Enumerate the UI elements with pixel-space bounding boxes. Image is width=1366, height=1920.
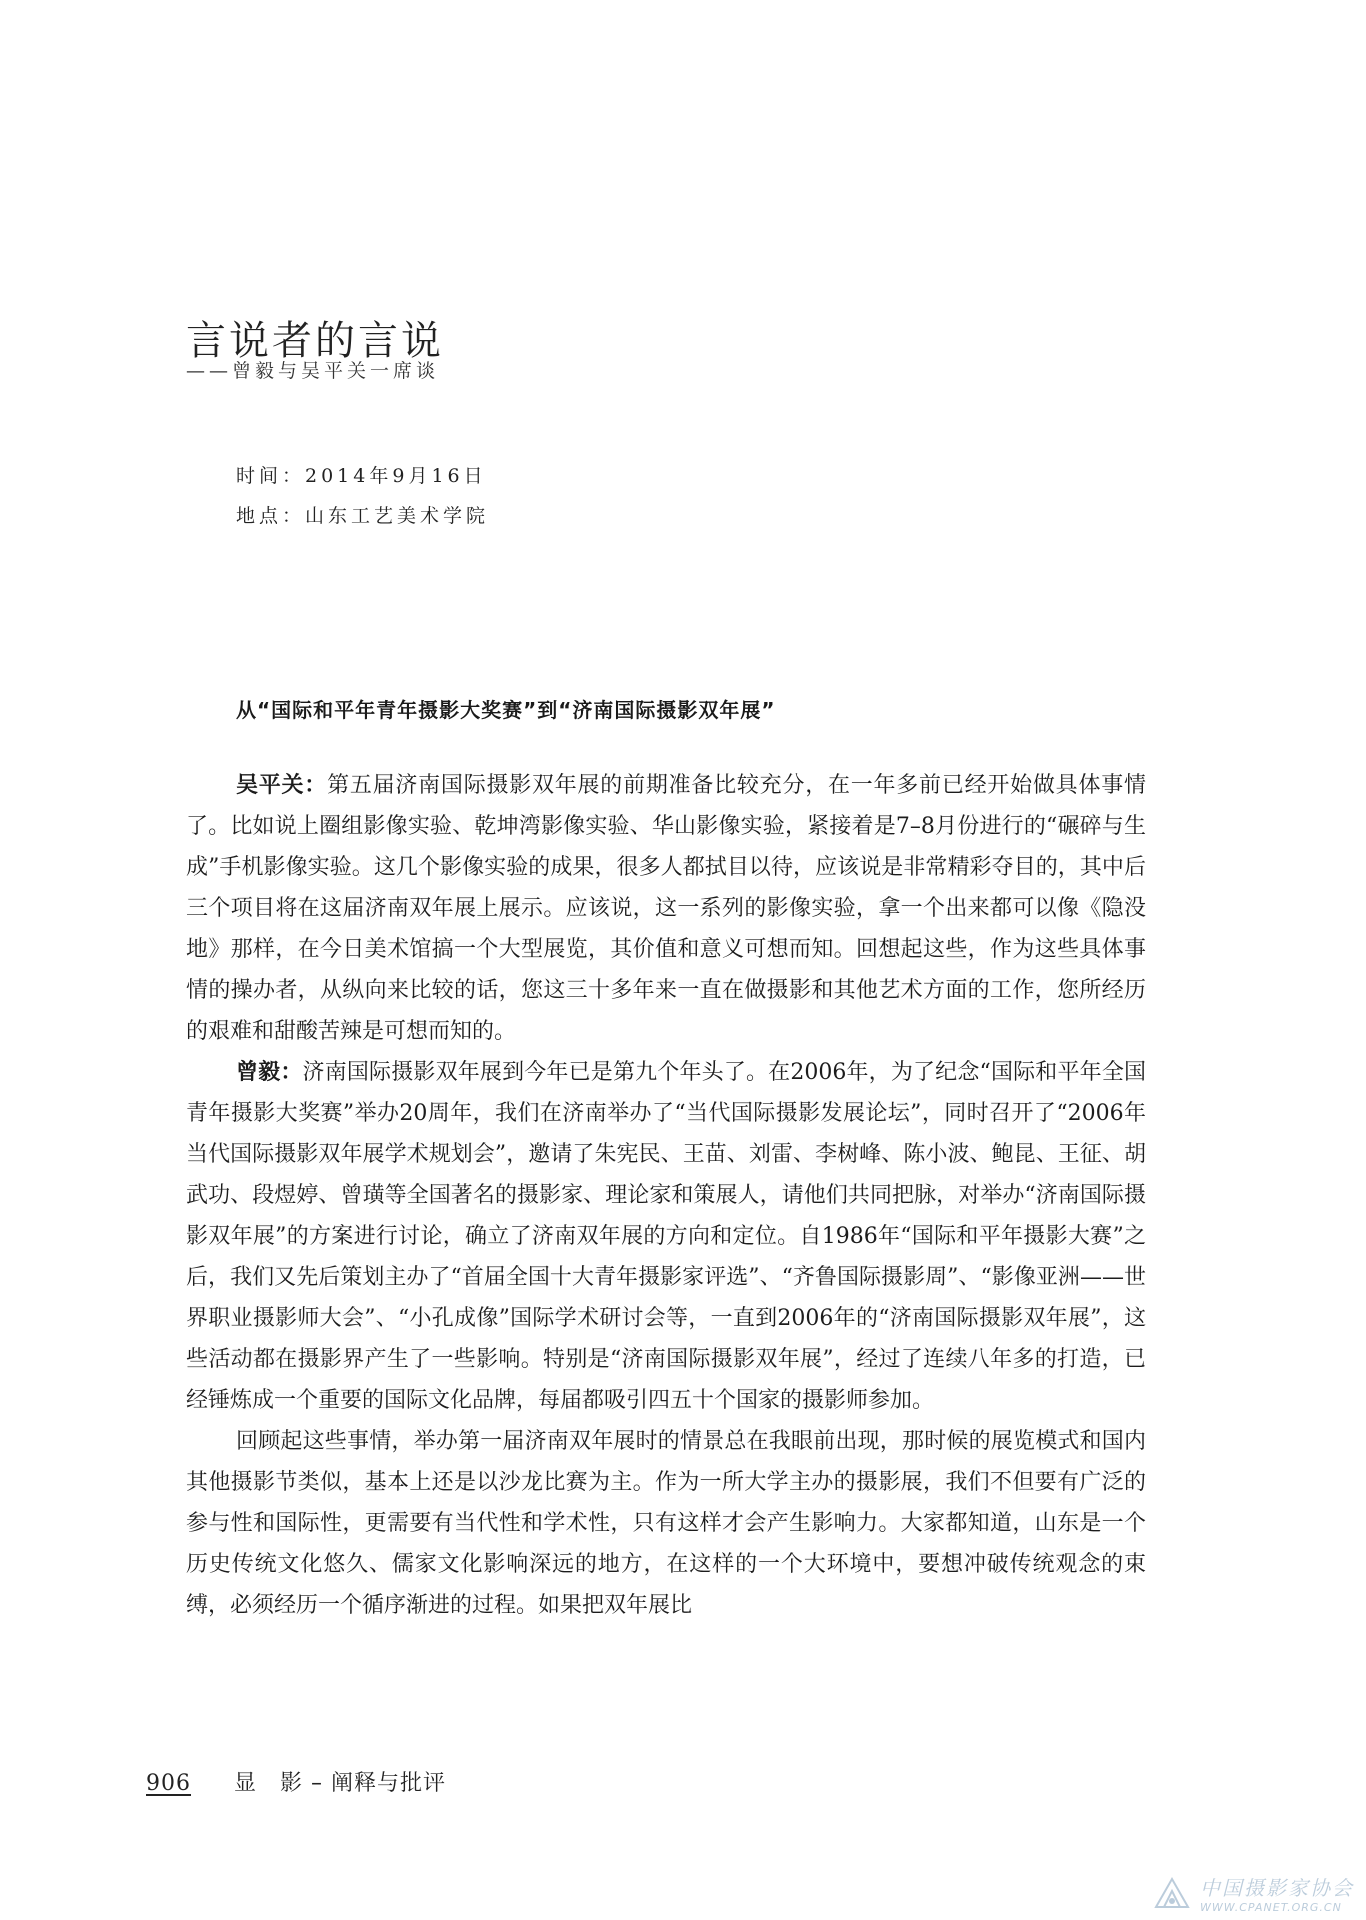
watermark-url: WWW.CPANET.ORG.CN: [1200, 1901, 1342, 1914]
article-title: 言说者的言说: [186, 317, 444, 364]
interview-time: 时间：2014年9月16日: [236, 465, 487, 487]
watermark: [1152, 1872, 1354, 1914]
paragraph-text: 济南国际摄影双年展到今年已是第九个年头了。在2006年，为了纪念“国际和平年全国青年摄影大奖赛”举办20周年，我们在济南举办了“当代国际摄影发展论坛”，同时召开了“2006年当代国际摄影双年展学术规划会”，邀请了朱宪民、王苗、刘雷、李树峰、陈小波、鲍昆、王征、胡武功、段煜婷、曾璜等全国著名的摄影家、理论家和策展人，请他们共同把脉，对举办“济南国际摄影双年展”的方案进行讨论，确立了济南双年展的方向和定位。自1986年“国际和平年摄影大赛”之后，我们又先后策划主办了“首届全国十大青年摄影家评选”、“齐鲁国际摄影周”、“影像亚洲——世界职业摄影师大会”、“小孔成像”国际学术研讨会等，一直到2006年的“济南国际摄影双年展”，这些活动都在摄影界产生了一些影响。特别是“济南国际摄影双年展”，经过了连续八年多的打造，已经锤炼成一个重要的国际文化品牌，每届都吸引四五十个国家的摄影师参加。: [186, 1060, 1146, 1413]
running-footer-label: 显 影 – 阐释与批评: [234, 1771, 446, 1796]
watermark-text: [1200, 1872, 1354, 1914]
watermark-org-name: 中国摄影家协会: [1200, 1876, 1354, 1900]
page-footer: [146, 1766, 446, 1797]
section-heading: 从“国际和平年青年摄影大奖赛”到“济南国际摄影双年展”: [236, 698, 776, 722]
paragraph-text: 回顾起这些事情，举办第一届济南双年展时的情景总在我眼前出现，那时候的展览模式和国内其他摄影节类似，基本上还是以沙龙比赛为主。作为一所大学主办的摄影展，我们不但要有广泛的参与性和国际性，更需要有当代性和学术性，只有这样才会产生影响力。大家都知道，山东是一个历史传统文化悠久、儒家文化影响深远的地方，在这样的一个大环境中，要想冲破传统观念的束缚，必须经历一个循序渐进的过程。如果把双年展比: [186, 1429, 1146, 1618]
paragraph: [186, 765, 1146, 1052]
article-subtitle: ——曾毅与吴平关一席谈: [186, 360, 440, 382]
paragraph: [186, 1052, 1146, 1421]
paragraph-text: 第五届济南国际摄影双年展的前期准备比较充分，在一年多前已经开始做具体事情了。比如说上圈组影像实验、乾坤湾影像实验、华山影像实验，紧接着是7–8月份进行的“碾碎与生成”手机影像实验。这几个影像实验的成果，很多人都拭目以待，应该说是非常精彩夺目的，其中后三个项目将在这届济南双年展上展示。应该说，这一系列的影像实验，拿一个出来都可以像《隐没地》那样，在今日美术馆搞一个大型展览，其价值和意义可想而知。回想起这些，作为这些具体事情的操办者，从纵向来比较的话，您这三十多年来一直在做摄影和其他艺术方面的工作，您所经历的艰难和甜酸苦辣是可想而知的。: [186, 773, 1146, 1044]
watermark-logo-icon: [1152, 1873, 1192, 1913]
article-body: [186, 765, 1146, 1626]
speaker-label: 曾毅：: [236, 1060, 303, 1085]
paragraph: [186, 1421, 1146, 1626]
interview-meta: [236, 456, 489, 536]
speaker-label: 吴平关：: [236, 773, 328, 798]
page-number: 906: [146, 1771, 191, 1796]
interview-place: 地点：山东工艺美术学院: [236, 505, 490, 527]
